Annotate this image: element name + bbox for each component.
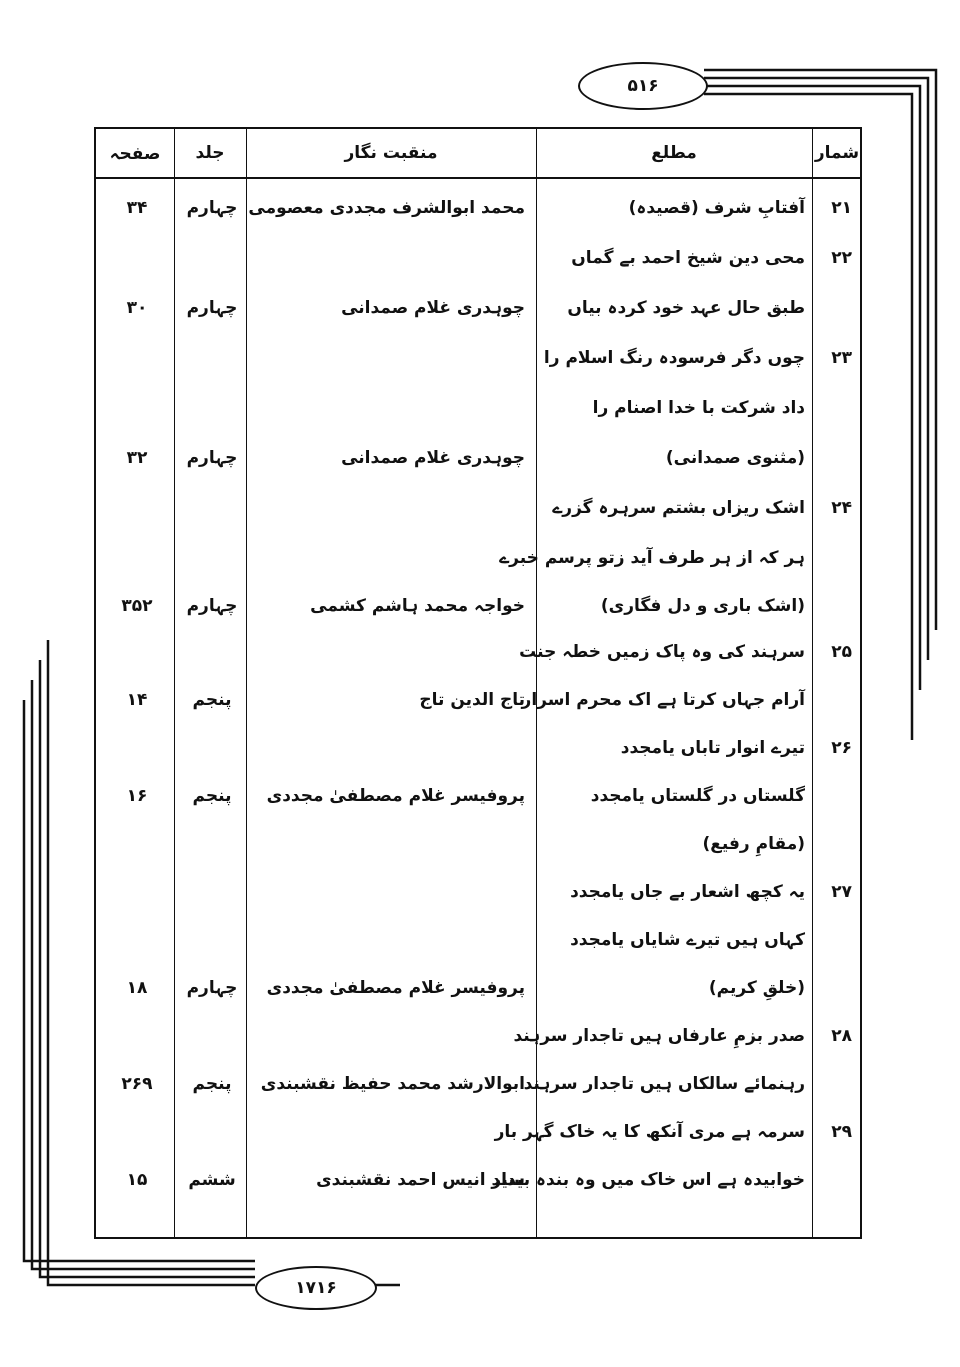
matla-line: خوابیدہ ہے اس خاک میں وہ بندہ بیدار [491, 1170, 805, 1190]
poet-name: محمد ابوالشرف مجددی معصومی [248, 198, 525, 218]
row-number: ۲۶ [831, 738, 852, 758]
volume-cell: پنجم [192, 1074, 232, 1094]
poet-name: پروفیسر غلام مصطفیٰ مجددی [266, 978, 525, 998]
page-cell: ۳۰ [126, 298, 148, 318]
matla-line: طبق حال عہد خود کردہ بیاں [567, 298, 805, 318]
row-number: ۲۳ [831, 348, 852, 368]
row-number: ۲۹ [831, 1122, 852, 1142]
matla-line: صدر بزمِ عارفاں ہیں تاجدار سرہند [513, 1026, 805, 1046]
header-divider [96, 177, 860, 179]
matla-line: تیرے انوار تاباں یامجدد [620, 738, 805, 758]
poet-name: خواجہ محمد ہاشم کشمی [310, 596, 525, 616]
column-divider [174, 129, 175, 1237]
matla-line: ہر کہ از ہر طرف آید زتو پرسم خبرے [499, 548, 805, 568]
matla-line: رہنمائے سالکاں ہیں تاجدار سرہند [523, 1074, 805, 1094]
matla-line: (خلقِ کریم) [708, 978, 805, 998]
volume-cell: پنجم [192, 690, 232, 710]
poet-name: چوہدری غلام صمدانی [341, 448, 525, 468]
page-cell: ۱۶ [126, 786, 148, 806]
matla-line: محی دین شیخ احمد بے گماں [571, 248, 805, 268]
page-cell: ۱۸ [126, 978, 148, 998]
matla-line: (اشک باری و دل فگاری) [600, 596, 805, 616]
page-cell: ۳۵۲ [121, 596, 153, 616]
poet-name: پروفیسر غلام مصطفیٰ مجددی [266, 786, 525, 806]
volume-cell: چہارم [186, 978, 238, 998]
page-number-bottom: ۱۷۱۶ [255, 1266, 377, 1310]
header-number: شمار [814, 143, 860, 163]
row-number: ۲۵ [831, 642, 852, 662]
page-cell: ۱۴ [126, 690, 148, 710]
volume-cell: چہارم [186, 448, 238, 468]
header-poet: منقبت نگار [344, 143, 438, 163]
matla-line: آرام جہاں کرتا ہے اک محرم اسرار [521, 690, 805, 710]
column-divider [536, 129, 537, 1237]
matla-line: (مقامِ رفیع) [702, 834, 805, 854]
matla-line: چوں دگر فرسودہ رنگ اسلام را [543, 348, 805, 368]
index-table [94, 127, 862, 1239]
volume-cell: پنجم [192, 786, 232, 806]
column-divider [246, 129, 247, 1237]
matla-line: سرمہ ہے مری آنکھ کا یہ خاک گہر بار [494, 1122, 805, 1142]
header-page: صفحہ [109, 143, 161, 164]
poet-name: ابوالارشد محمد حفیظ نقشبندی [260, 1074, 525, 1094]
row-number: ۲۱ [831, 198, 852, 218]
volume-cell: چہارم [186, 596, 238, 616]
matla-line: گلستاں در گلستاں یامجدد [590, 786, 805, 806]
page-cell: ۳۲ [126, 448, 148, 468]
matla-line: (مثنوی صمدانی) [665, 448, 805, 468]
page-cell: ۳۴ [126, 198, 148, 218]
volume-cell: چہارم [186, 198, 238, 218]
matla-line: داد شرکت با خدا اصنام را [592, 398, 805, 418]
row-number: ۲۴ [831, 498, 852, 518]
matla-line: یہ کچھ اشعار بے جاں یامجدد [570, 882, 805, 902]
matla-line: آفتابِ شرف (قصیدہ) [628, 198, 805, 218]
matla-line: اشک ریزاں بشتم سرہرہ گزرے [552, 498, 805, 518]
row-number: ۲۸ [831, 1026, 852, 1046]
page-cell: ۲۶۹ [121, 1074, 153, 1094]
column-divider [812, 129, 813, 1237]
matla-line: کہاں ہیں تیرے شایاں یامجدد [570, 930, 805, 950]
header-matla: مطلع [651, 143, 697, 163]
matla-line: سرہند کی وہ پاک زمیں خطہ جنت [519, 642, 805, 662]
row-number: ۲۲ [831, 248, 852, 268]
poet-name: سید انیس احمد نقشبندی [316, 1170, 525, 1190]
header-volume: جلد [195, 143, 225, 163]
page-cell: ۱۵ [126, 1170, 148, 1190]
volume-cell: ششم [188, 1170, 236, 1190]
poet-name: تاج الدین تاج [419, 690, 525, 710]
page-number-top: ۵۱۶ [578, 62, 708, 110]
volume-cell: چہارم [186, 298, 238, 318]
poet-name: چوہدری غلام صمدانی [341, 298, 525, 318]
row-number: ۲۷ [831, 882, 852, 902]
